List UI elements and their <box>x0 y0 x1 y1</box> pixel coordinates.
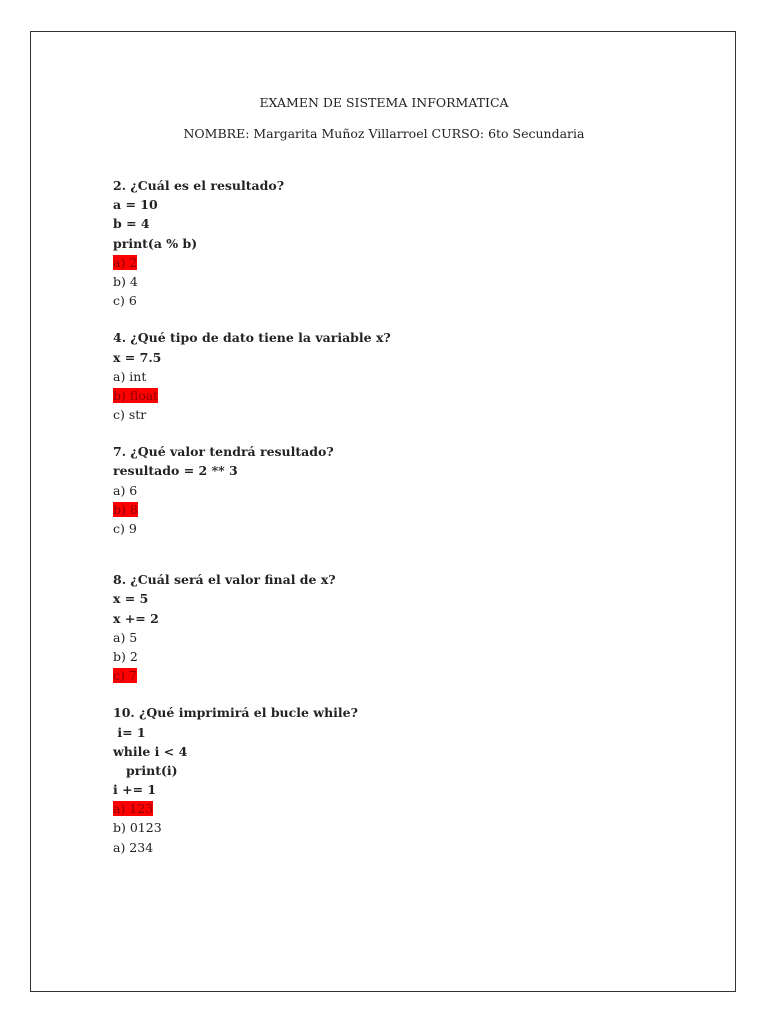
answer-option: c) 6 <box>113 293 137 309</box>
question-block <box>113 442 673 538</box>
highlighted-answer-option: a) 123 <box>113 801 154 817</box>
question-heading: 10. ¿Qué imprimirá el bucle while? <box>113 705 358 721</box>
code-line: i= 1 <box>113 724 146 740</box>
highlighted-answer-option: b) float <box>113 387 159 403</box>
highlighted-answer-option: a) 2 <box>113 254 138 270</box>
answer-option: c) str <box>113 407 147 423</box>
code-line: print(i) <box>113 762 178 778</box>
student-name-line: NOMBRE: Margarita Muñoz Villarroel CURSO: 6to Secundaria <box>183 126 585 141</box>
answer-option: a) 6 <box>113 482 138 498</box>
code-line: x += 2 <box>113 610 159 626</box>
code-line: b = 4 <box>113 216 150 232</box>
code-line: x = 7.5 <box>113 349 162 365</box>
question-heading: 2. ¿Cuál es el resultado? <box>113 178 285 193</box>
code-line: a = 10 <box>113 197 158 213</box>
code-line: i += 1 <box>113 782 157 798</box>
question-heading: 8. ¿Cuál será el valor final de x? <box>113 572 336 588</box>
question-block <box>113 176 673 310</box>
answer-option: c) 9 <box>113 521 137 536</box>
question-block <box>113 328 673 424</box>
code-line: print(a % b) <box>113 235 198 251</box>
answer-option: b) 0123 <box>113 820 162 836</box>
question-heading: 4. ¿Qué tipo de dato tiene la variable x? <box>113 330 391 346</box>
highlighted-answer-option: b) 8 <box>113 501 138 517</box>
highlighted-answer-option: c) 7 <box>113 668 137 684</box>
question-block <box>113 703 673 857</box>
question-block <box>113 570 673 685</box>
answer-option: a) 5 <box>113 629 138 645</box>
answer-option: b) 2 <box>113 648 138 664</box>
code-line: x = 5 <box>113 591 149 607</box>
exam-title: EXAMEN DE SISTEMA INFORMATICA <box>259 95 509 110</box>
answer-option: a) int <box>113 368 147 384</box>
exam-content <box>113 176 673 857</box>
answer-option: a) 234 <box>113 839 154 855</box>
code-line: resultado = 2 ** 3 <box>113 463 238 479</box>
question-heading: 7. ¿Qué valor tendrá resultado? <box>113 444 334 460</box>
answer-option: b) 4 <box>113 273 138 289</box>
code-line: while i < 4 <box>113 743 188 759</box>
